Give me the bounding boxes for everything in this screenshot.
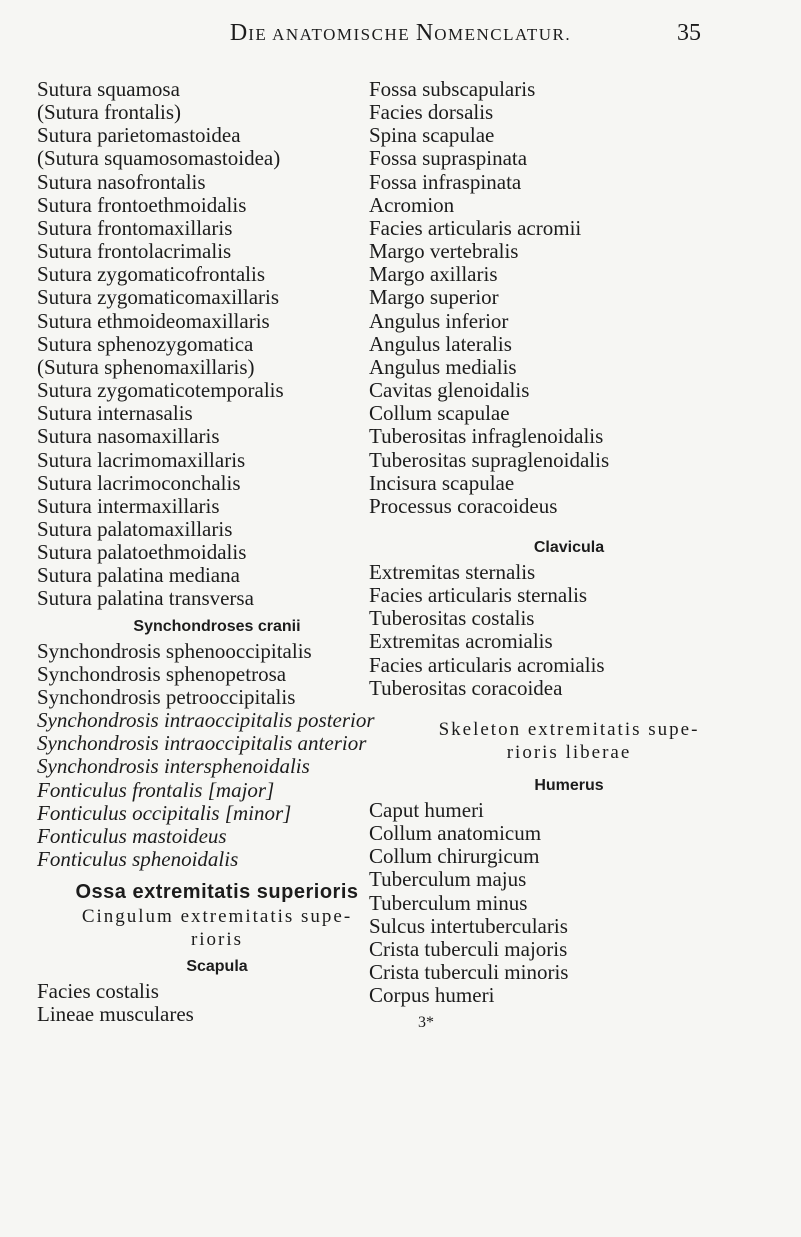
- list-item: Sutura zygomaticofrontalis: [37, 262, 266, 287]
- suturae-list: [37, 78, 397, 611]
- list-item: Fonticulus occipitalis [minor]: [37, 800, 292, 825]
- heading-synchondroses-cranii: Synchondroses cranii: [133, 617, 301, 635]
- list-item: Crista tuberculi minoris: [369, 960, 569, 984]
- list-item: Sutura frontolacrimalis: [37, 239, 232, 264]
- list-item: Incisura scapulae: [369, 470, 515, 495]
- list-item: Synchondrosis sphenopetrosa: [37, 661, 287, 686]
- fonticuli-list: [37, 709, 397, 871]
- list-item: Collum anatomicum: [369, 821, 542, 846]
- list-item: Synchondrosis intraoccipitalis posterior: [37, 708, 375, 733]
- heading-ossa-extremitatis-superioris: Ossa extremitatis superioris: [75, 881, 359, 904]
- list-item: Synchondrosis sphenooccipitalis: [37, 638, 312, 663]
- list-item: Acromion: [369, 192, 455, 217]
- list-item: Tuberculum majus: [369, 867, 527, 892]
- heading-humerus: Humerus: [534, 776, 604, 794]
- list-item: Sutura frontomaxillaris: [37, 215, 233, 240]
- list-item: Tuberositas infraglenoidalis: [369, 424, 604, 449]
- skeleton-line-2: rioris liberae: [506, 741, 632, 763]
- running-header: [0, 20, 801, 50]
- list-item: Sutura nasomaxillaris: [37, 424, 220, 449]
- list-item: Facies articularis acromii: [369, 215, 582, 240]
- list-item: Sulcus intertubercularis: [369, 913, 568, 938]
- list-item: (Sutura sphenomaxillaris): [37, 354, 255, 379]
- list-item: Angulus medialis: [369, 354, 517, 379]
- list-item: Fonticulus frontalis [major]: [37, 777, 275, 802]
- list-item: Synchondrosis intersphenoidalis: [37, 754, 310, 779]
- list-item: Sutura parietomastoidea: [37, 123, 241, 148]
- list-item: Sutura nasofrontalis: [37, 169, 206, 194]
- list-item: Sutura zygomaticotemporalis: [37, 378, 284, 403]
- cingulum-line-1: Cingulum extremitatis supe-: [81, 906, 353, 928]
- list-item: (Sutura frontalis): [37, 100, 182, 125]
- scapula-list-continued: [369, 78, 769, 518]
- list-item: Facies articularis sternalis: [369, 583, 588, 608]
- list-item: Sutura squamosa: [37, 77, 180, 101]
- list-item: Caput humeri: [369, 797, 484, 822]
- list-item: Sutura intermaxillaris: [37, 493, 220, 518]
- page-number: 35: [677, 20, 701, 46]
- list-item: Collum chirurgicum: [369, 844, 540, 869]
- left-column: [37, 78, 397, 1026]
- list-item: Extremitas sternalis: [369, 559, 536, 584]
- heading-scapula: Scapula: [186, 958, 248, 976]
- list-item: Angulus inferior: [369, 308, 509, 333]
- list-item: Margo axillaris: [369, 262, 498, 287]
- list-item: Extremitas acromialis: [369, 629, 553, 654]
- list-item: Tuberositas costalis: [369, 606, 535, 631]
- list-item: Facies articularis acromialis: [369, 652, 605, 677]
- list-item: Sutura palatoethmoidalis: [37, 540, 247, 565]
- list-item: Sutura palatina transversa: [37, 586, 254, 611]
- list-item: Tuberositas supraglenoidalis: [369, 447, 610, 472]
- list-item: Sutura lacrimoconchalis: [37, 470, 241, 495]
- page-header-title: DIE ANATOMISCHE NOMENCLATUR.: [229, 20, 572, 46]
- clavicula-list: [369, 561, 769, 700]
- list-item: Sutura zygomaticomaxillaris: [37, 285, 280, 310]
- list-item: Fonticulus sphenoidalis: [37, 847, 239, 871]
- list-item: Sutura ethmoideomaxillaris: [37, 308, 270, 333]
- list-item: Sutura palatomaxillaris: [37, 516, 233, 541]
- right-column: [369, 78, 769, 1007]
- list-item: Facies dorsalis: [369, 100, 494, 125]
- list-item: Processus coracoideus: [369, 493, 558, 518]
- list-item: Sutura lacrimomaxillaris: [37, 447, 246, 472]
- list-item: Fossa supraspinata: [369, 146, 528, 171]
- signature-mark: 3*: [418, 1014, 434, 1031]
- list-item: Tuberositas coracoidea: [369, 675, 563, 700]
- humerus-list: [369, 799, 769, 1007]
- list-item: Corpus humeri: [369, 983, 495, 1008]
- synchondroses-list: [37, 640, 397, 709]
- list-item: Fossa subscapularis: [369, 77, 536, 101]
- list-item: Spina scapulae: [369, 123, 495, 148]
- list-item: Facies costalis: [37, 979, 159, 1004]
- list-item: Margo vertebralis: [369, 239, 519, 264]
- list-item: Fonticulus mastoideus: [37, 823, 227, 848]
- skeleton-line-1: Skeleton extremitatis supe-: [438, 718, 700, 740]
- heading-clavicula: Clavicula: [533, 538, 605, 556]
- list-item: Crista tuberculi majoris: [369, 936, 568, 961]
- list-item: Synchondrosis petrooccipitalis: [37, 684, 296, 709]
- list-item: Sutura internasalis: [37, 401, 193, 426]
- cingulum-line-2: rioris: [190, 929, 244, 951]
- list-item: Collum scapulae: [369, 401, 510, 426]
- list-item: Margo superior: [369, 285, 499, 310]
- list-item: Synchondrosis intraoccipitalis anterior: [37, 731, 367, 756]
- list-item: Tuberculum minus: [369, 890, 528, 915]
- scapula-list-start: [37, 980, 397, 1026]
- list-item: Sutura sphenozygomatica: [37, 331, 254, 356]
- list-item: Angulus lateralis: [369, 331, 512, 356]
- list-item: Sutura frontoethmoidalis: [37, 192, 247, 217]
- list-item: (Sutura squamosomastoidea): [37, 146, 281, 171]
- list-item: Lineae musculares: [37, 1002, 194, 1027]
- list-item: Fossa infraspinata: [369, 169, 522, 194]
- list-item: Cavitas glenoidalis: [369, 378, 530, 403]
- list-item: Sutura palatina mediana: [37, 563, 240, 588]
